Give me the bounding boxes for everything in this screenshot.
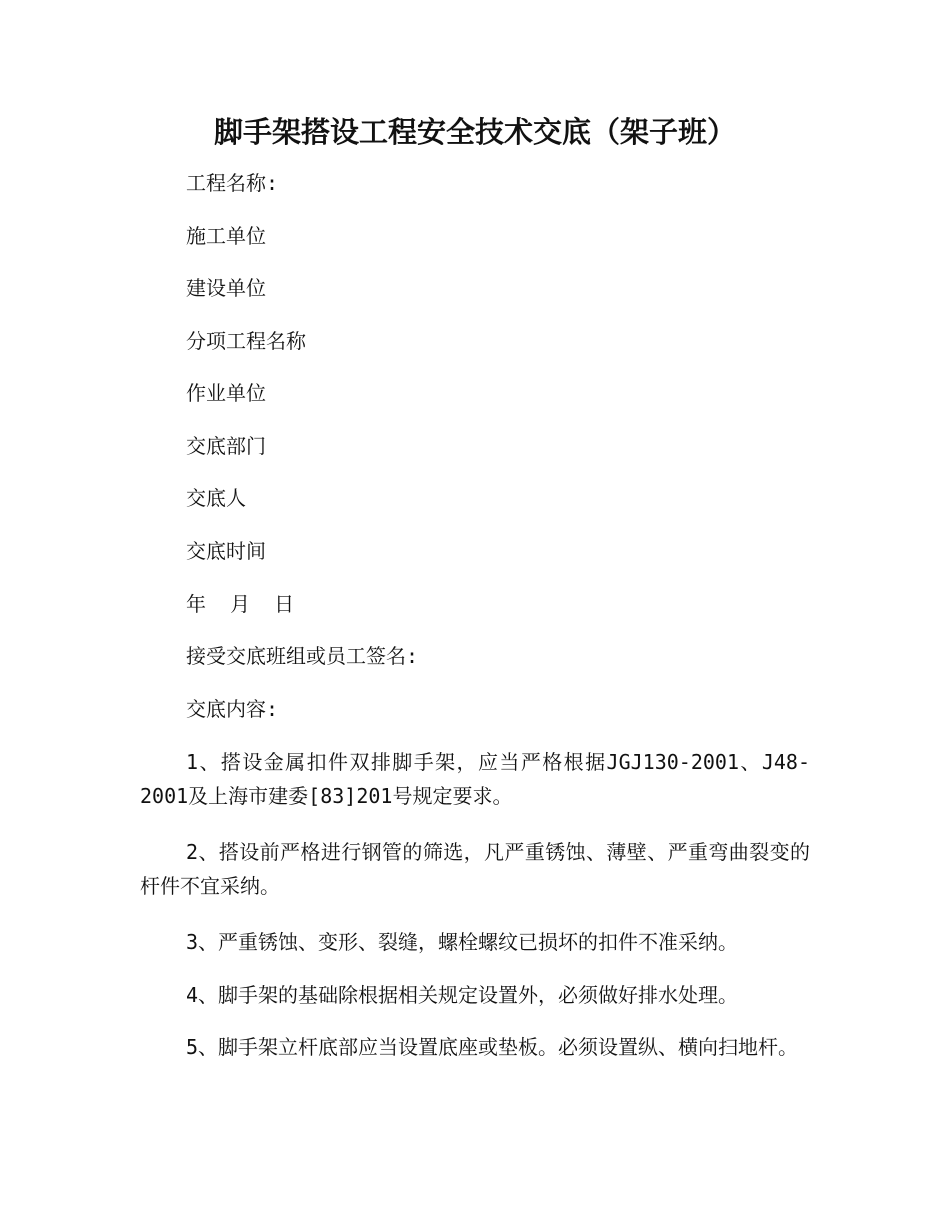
field-project-name: 工程名称: [186,171,279,195]
field-date: 年 月 日 [186,592,295,616]
content-paragraph-2: 2、搭设前严格进行钢管的筛选，凡严重锈蚀、薄壁、严重弯曲裂变的杆件不宜采纳。 [140,840,810,898]
content-paragraph-1: 1、搭设金属扣件双排脚手架，应当严格根据JGJ130-2001、J48-2001及上海市建委[83]201号规定要求。 [140,750,810,808]
content-paragraph-3: 3、严重锈蚀、变形、裂缝，螺栓螺纹已损坏的扣件不准采纳。 [186,930,739,954]
document-title: 脚手架搭设工程安全技术交底（架子班） [213,115,736,149]
field-briefing-department: 交底部门 [186,434,266,458]
field-signature: 接受交底班组或员工签名: [186,644,419,668]
content-paragraph-5: 5、脚手架立杆底部应当设置底座或垫板。必须设置纵、横向扫地杆。 [186,1035,799,1059]
field-owner-unit: 建设单位 [186,276,266,300]
field-construction-unit: 施工单位 [186,224,266,248]
field-briefing-content: 交底内容: [186,697,279,721]
field-work-unit: 作业单位 [186,381,266,405]
content-paragraph-4: 4、脚手架的基础除根据相关规定设置外，必须做好排水处理。 [186,983,739,1007]
field-briefing-person: 交底人 [186,486,246,510]
field-briefing-time: 交底时间 [186,539,266,563]
field-sub-project-name: 分项工程名称 [186,329,306,353]
